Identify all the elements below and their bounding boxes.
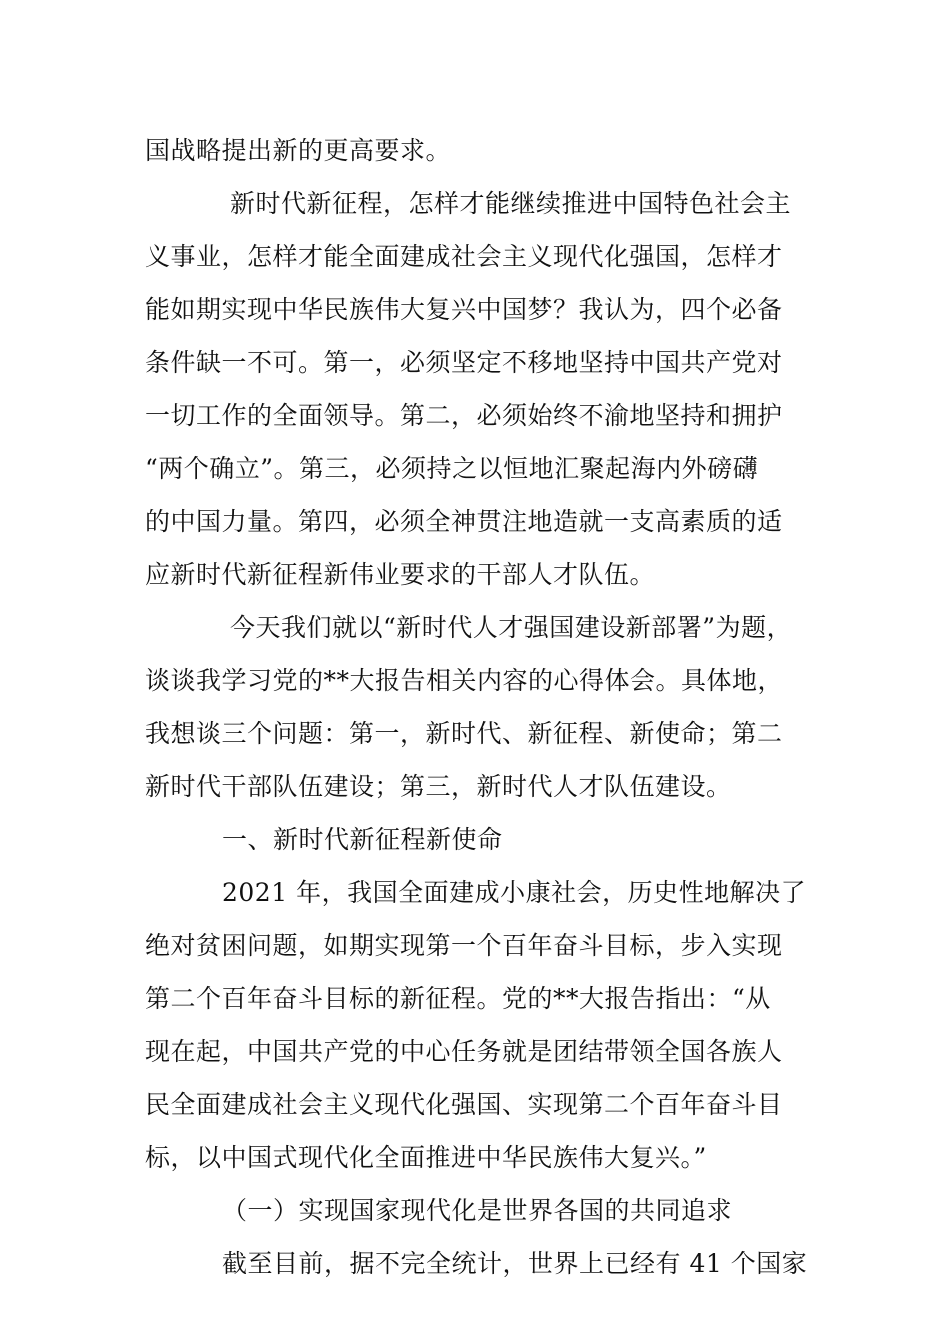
text-line: 第二个百年奋斗目标的新征程。党的**大报告指出：“从 [145,984,771,1013]
text-line: 义事业，怎样才能全面建成社会主义现代化强国，怎样才 [145,242,783,271]
text-line: 的中国力量。第四，必须全神贯注地造就一支高素质的适 [145,507,783,536]
paragraph-first-line: 今天我们就以“新时代人才强国建设新部署”为题， [230,613,793,642]
paragraph-first-line: 截至目前，据不完全统计，世界上已经有 41 个国家 [222,1249,808,1278]
paragraph-first-line: 新时代新征程，怎样才能继续推进中国特色社会主 [230,189,792,218]
text-line: 条件缺一不可。第一，必须坚定不移地坚持中国共产党对 [145,348,783,377]
text-line: 应新时代新征程新伟业要求的干部人才队伍。 [145,560,656,589]
text-line: 标，以中国式现代化全面推进中华民族伟大复兴。” [145,1143,707,1172]
text-line: 绝对贫困问题，如期实现第一个百年奋斗目标，步入实现 [145,931,783,960]
text-line: 谈谈我学习党的**大报告相关内容的心得体会。具体地， [145,666,784,695]
text-line: 民全面建成社会主义现代化强国、实现第二个百年奋斗目 [145,1090,783,1119]
text-line: 能如期实现中华民族伟大复兴中国梦？我认为，四个必备 [145,295,783,324]
text-line: “两个确立”。第三，必须持之以恒地汇聚起海内外磅礴 [145,454,759,483]
text-line: 一切工作的全面领导。第二，必须始终不渝地坚持和拥护 [145,401,783,430]
section-heading: 一、新时代新征程新使命 [222,825,503,854]
text-line: 新时代干部队伍建设；第三，新时代人才队伍建设。 [145,772,732,801]
paragraph-first-line: 2021 年，我国全面建成小康社会，历史性地解决了 [222,878,807,907]
text-line: 国战略提出新的更高要求。 [145,136,452,165]
text-line: 我想谈三个问题：第一，新时代、新征程、新使命；第二 [145,719,783,748]
text-line: 现在起，中国共产党的中心任务就是团结带领全国各族人 [145,1037,783,1066]
subsection-heading: （一）实现国家现代化是世界各国的共同追求 [222,1196,733,1225]
